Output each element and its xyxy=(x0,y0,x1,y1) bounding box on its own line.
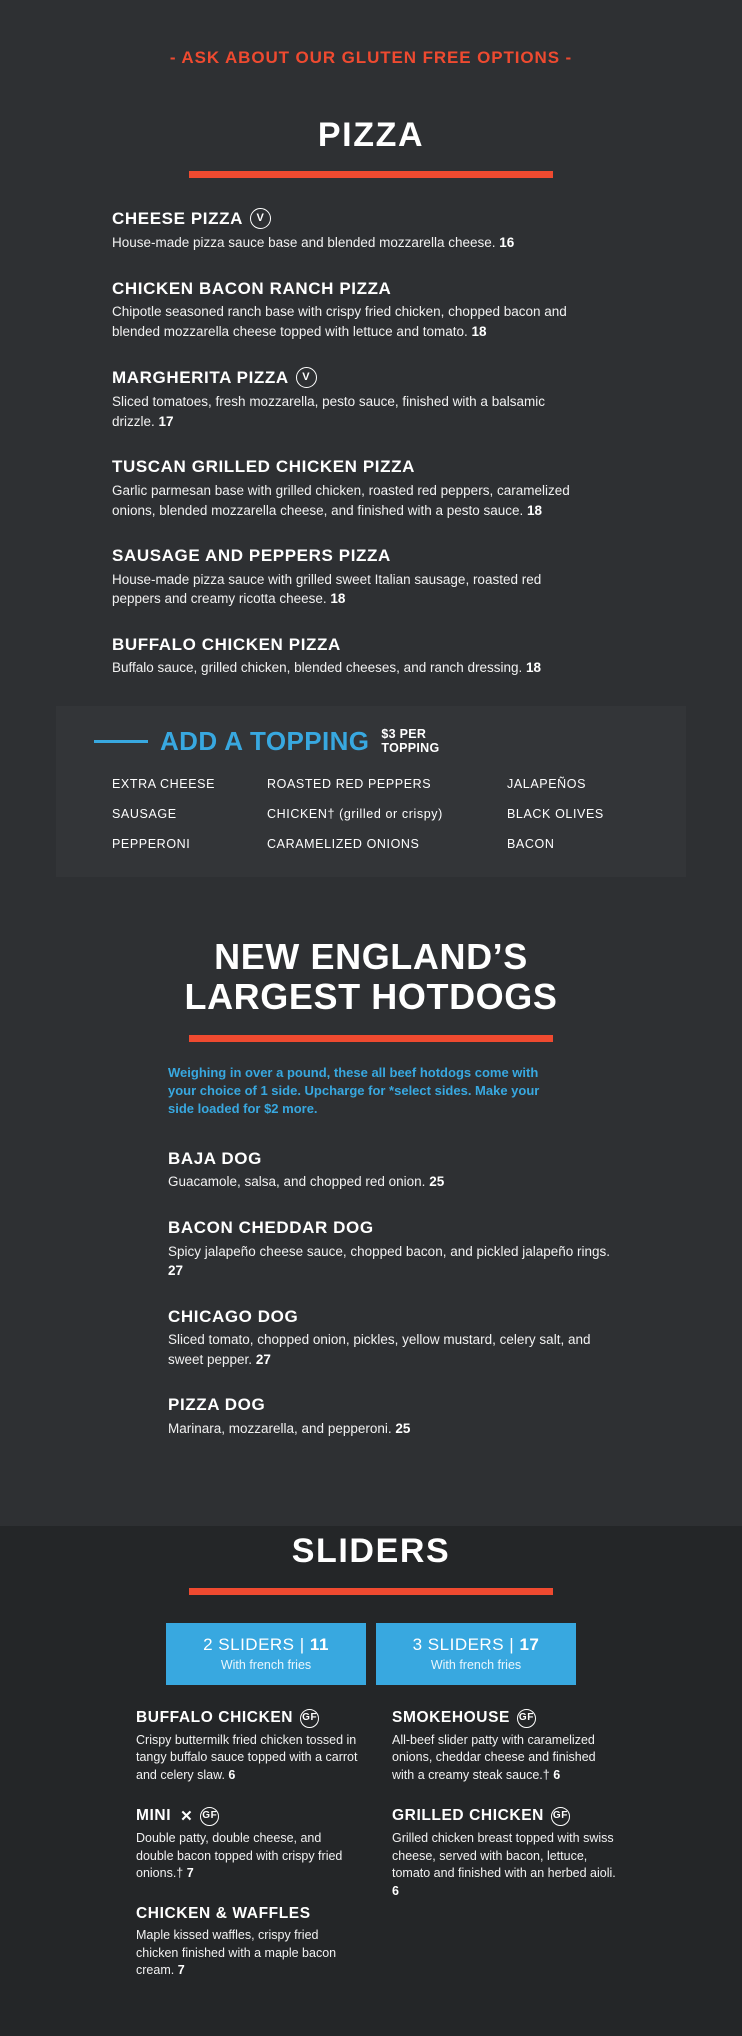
menu-item-description-text: Buffalo sauce, grilled chicken, blended cheeses, and ranch dressing. xyxy=(112,660,523,676)
menu-item-name-row xyxy=(136,1905,368,1923)
pizza-item-list xyxy=(0,208,742,678)
hotdogs-title-rule xyxy=(189,1035,553,1042)
menu-item xyxy=(112,279,630,342)
pizza-title-rule xyxy=(189,171,553,178)
menu-item-price: 18 xyxy=(527,502,543,518)
sliders-title-rule xyxy=(189,1588,553,1595)
menu-item-title: CHICAGO DOG xyxy=(168,1306,299,1326)
menu-item-title: BUFFALO CHICKEN PIZZA xyxy=(112,634,341,654)
sliders-section xyxy=(0,1526,742,2036)
hotdog-item-list xyxy=(0,1149,742,1439)
menu-item xyxy=(392,1709,624,1785)
menu-item-description xyxy=(136,1830,361,1883)
slider-item-grid xyxy=(0,1685,742,1981)
menu-item-title: MARGHERITA PIZZA xyxy=(112,368,289,388)
menu-item xyxy=(112,367,630,431)
slider-pill-3-main xyxy=(413,1635,540,1655)
slider-column-left xyxy=(136,1709,368,1981)
menu-item-description-text: Spicy jalapeño cheese sauce, chopped bacon, and pickled jalapeño rings. xyxy=(168,1243,611,1259)
topping-option: BACON xyxy=(507,836,555,851)
menu-item xyxy=(136,1807,368,1883)
menu-item-name-row xyxy=(168,1218,630,1238)
menu-item-description xyxy=(136,1732,361,1785)
menu-item-description-text: House-made pizza sauce with grilled sweet Italian sausage, roasted red peppers and creamy ricotta cheese. xyxy=(112,571,542,607)
menu-item-title: PIZZA DOG xyxy=(168,1395,266,1415)
menu-item xyxy=(112,546,630,609)
menu-item-price: 6 xyxy=(228,1768,236,1783)
menu-item-price: 6 xyxy=(392,1884,399,1899)
menu-item xyxy=(168,1395,630,1438)
menu-item xyxy=(168,1218,630,1281)
menu-item-description xyxy=(112,570,572,609)
menu-item-price: 25 xyxy=(395,1420,411,1436)
menu-item-price: 6 xyxy=(553,1768,561,1783)
menu-item-title: CHICKEN & WAFFLES xyxy=(136,1905,311,1923)
menu-item-title: SMOKEHOUSE xyxy=(392,1709,510,1727)
sliders-section-title: SLIDERS xyxy=(291,1532,451,1571)
menu-item-description xyxy=(112,302,572,341)
vegetarian-icon: V xyxy=(250,208,271,229)
menu-item-description xyxy=(168,1330,628,1369)
menu-item-description xyxy=(112,481,572,520)
pizza-section xyxy=(0,116,742,678)
menu-item-title: BUFFALO CHICKEN xyxy=(136,1709,294,1727)
hotdogs-title-line2: LARGEST HOTDOGS xyxy=(184,976,558,1018)
menu-item-name-row xyxy=(112,367,630,388)
vegetarian-icon: V xyxy=(296,367,317,388)
hotdogs-section-title xyxy=(0,937,742,1018)
pizza-section-title: PIZZA xyxy=(317,116,425,154)
slider-column-right xyxy=(392,1709,624,1981)
menu-item-title: MINI xyxy=(136,1807,172,1825)
menu-item-description-text: All-beef slider patty with caramelized onions, cheddar cheese and finished with a creamy steak sauce.† xyxy=(392,1732,596,1783)
menu-item xyxy=(112,635,630,678)
slider-pill-2-main xyxy=(203,1635,329,1655)
topping-option: SAUSAGE xyxy=(112,806,177,821)
menu-item-description xyxy=(136,1927,361,1980)
menu-item-name-row xyxy=(112,279,630,299)
slider-pill-2-sub: With french fries xyxy=(220,1658,312,1673)
menu-item-name-row xyxy=(136,1709,368,1728)
gluten-free-icon: GF xyxy=(300,1709,319,1728)
menu-item-price: 16 xyxy=(499,235,515,251)
slider-pill-3-sub: With french fries xyxy=(430,1658,522,1673)
add-a-topping-title: ADD A TOPPING xyxy=(160,725,370,756)
menu-item-name-row xyxy=(112,208,630,229)
gluten-free-icon: GF xyxy=(551,1807,570,1826)
menu-item-description-text: Maple kissed waffles, crispy fried chicken finished with a maple bacon cream. xyxy=(136,1927,337,1978)
menu-item-price: 27 xyxy=(255,1351,271,1367)
menu-item-name-row xyxy=(168,1149,630,1169)
menu-item-title: CHEESE PIZZA xyxy=(112,208,243,228)
menu-item-title: BAJA DOG xyxy=(168,1148,262,1168)
topping-options-grid xyxy=(56,757,686,851)
menu-item-description-text: Marinara, mozzarella, and pepperoni. xyxy=(168,1420,392,1436)
topping-option: ROASTED RED PEPPERS xyxy=(267,776,432,791)
slider-pill-3[interactable] xyxy=(376,1623,576,1685)
menu-item-description xyxy=(168,1419,628,1439)
menu-item-price: 17 xyxy=(158,413,174,429)
menu-item-price: 25 xyxy=(429,1174,445,1190)
menu-item-name-row xyxy=(112,457,630,477)
menu-item-description-text: Guacamole, salsa, and chopped red onion. xyxy=(168,1174,426,1190)
menu-item xyxy=(168,1149,630,1192)
menu-item-description-text: Crispy buttermilk fried chicken tossed in tangy buffalo sauce topped with a carrot and celery slaw. xyxy=(136,1732,358,1783)
topping-option: BLACK OLIVES xyxy=(507,806,604,821)
menu-item-description xyxy=(112,392,572,431)
hotdogs-note: Weighing in over a pound, these all beef hotdogs come with your choice of 1 side. Upcharge for *select sides. Make your side loaded for $2 more. xyxy=(168,1064,540,1117)
topping-option: PEPPERONI xyxy=(112,836,191,851)
menu-item-title: CHICKEN BACON RANCH PIZZA xyxy=(112,278,392,298)
menu-item-title: BACON CHEDDAR DOG xyxy=(168,1217,374,1237)
menu-item-price: 7 xyxy=(186,1866,194,1881)
menu-item-description-text: Double patty, double cheese, and double bacon topped with crispy fried onions.† xyxy=(136,1830,343,1881)
menu-item-name-row xyxy=(112,546,630,566)
menu-item-price: 18 xyxy=(526,660,542,676)
slider-pill-3-separator: | xyxy=(509,1635,515,1655)
menu-item-price: 18 xyxy=(471,323,487,339)
menu-item-description-text: Grilled chicken breast topped with swiss cheese, served with bacon, lettuce, tomato and finished with an herbed aioli. xyxy=(392,1830,616,1881)
add-a-topping-block xyxy=(56,706,686,877)
topping-option: EXTRA CHEESE xyxy=(112,776,216,791)
menu-item-description xyxy=(112,658,572,678)
menu-item-name-row xyxy=(136,1807,368,1826)
topping-option: CHICKEN† (grilled or crispy) xyxy=(267,806,443,821)
menu-item-name-row xyxy=(392,1807,624,1826)
menu-item-description xyxy=(392,1830,617,1901)
menu-item xyxy=(136,1905,368,1980)
menu-item-description-text: Chipotle seasoned ranch base with crispy fried chicken, chopped bacon and blended mozzarella cheese topped with lettuce and tomato. xyxy=(112,304,567,339)
gluten-free-banner: - ASK ABOUT OUR GLUTEN FREE OPTIONS - xyxy=(169,48,573,67)
slider-pill-3-price: 17 xyxy=(519,1635,540,1655)
menu-item-name-row xyxy=(112,635,630,655)
menu-item-description xyxy=(392,1732,617,1785)
hotdogs-section xyxy=(0,937,742,1479)
slider-pill-2-price: 11 xyxy=(309,1635,329,1655)
hotdogs-title-line1: NEW ENGLAND’S xyxy=(214,935,528,977)
menu-item-description-text: House-made pizza sauce base and blended mozzarella cheese. xyxy=(112,235,496,251)
topping-option: CARAMELIZED ONIONS xyxy=(267,836,420,851)
menu-item xyxy=(112,457,630,520)
add-a-topping-header xyxy=(56,726,686,757)
slider-pill-2[interactable] xyxy=(166,1623,366,1685)
topping-option: JALAPEÑOS xyxy=(507,776,587,791)
menu-item xyxy=(392,1807,624,1901)
menu-item-description xyxy=(168,1242,628,1281)
dash-icon xyxy=(94,740,148,743)
menu-item-description-text: Sliced tomatoes, fresh mozzarella, pesto sauce, finished with a balsamic drizzle. xyxy=(112,394,545,429)
menu-item-price: 18 xyxy=(330,591,346,607)
menu-item-description-text: Garlic parmesan base with grilled chicken, roasted red peppers, caramelized onions, blended mozzarella cheese, and finished with a pesto sauce. xyxy=(112,482,570,518)
menu-item-name-row xyxy=(392,1709,624,1728)
menu-item-price: 27 xyxy=(168,1263,184,1279)
menu-item xyxy=(112,208,630,253)
menu-item-description xyxy=(168,1172,628,1192)
menu-item-price: 7 xyxy=(177,1963,185,1978)
x-icon: ✕ xyxy=(180,1807,194,1825)
menu-item xyxy=(168,1307,630,1370)
menu-item-name-row xyxy=(168,1307,630,1327)
gluten-free-icon: GF xyxy=(517,1709,536,1728)
slider-price-pills xyxy=(0,1623,742,1685)
slider-pill-2-separator: | xyxy=(299,1635,305,1655)
menu-item-title: TUSCAN GRILLED CHICKEN PIZZA xyxy=(112,457,415,477)
topping-price-note: $3 PER TOPPING xyxy=(381,727,440,756)
menu-item-name-row xyxy=(168,1395,630,1415)
slider-pill-2-count: 2 SLIDERS xyxy=(203,1635,295,1655)
gluten-free-icon: GF xyxy=(200,1807,219,1826)
menu-item xyxy=(136,1709,368,1785)
menu-item-description xyxy=(112,233,572,253)
menu-item-description-text: Sliced tomato, chopped onion, pickles, yellow mustard, celery salt, and sweet pepper. xyxy=(168,1332,591,1367)
slider-pill-3-count: 3 SLIDERS xyxy=(412,1635,505,1655)
menu-item-title: SAUSAGE AND PEPPERS PIZZA xyxy=(112,546,391,566)
menu-item-title: GRILLED CHICKEN xyxy=(392,1807,544,1825)
